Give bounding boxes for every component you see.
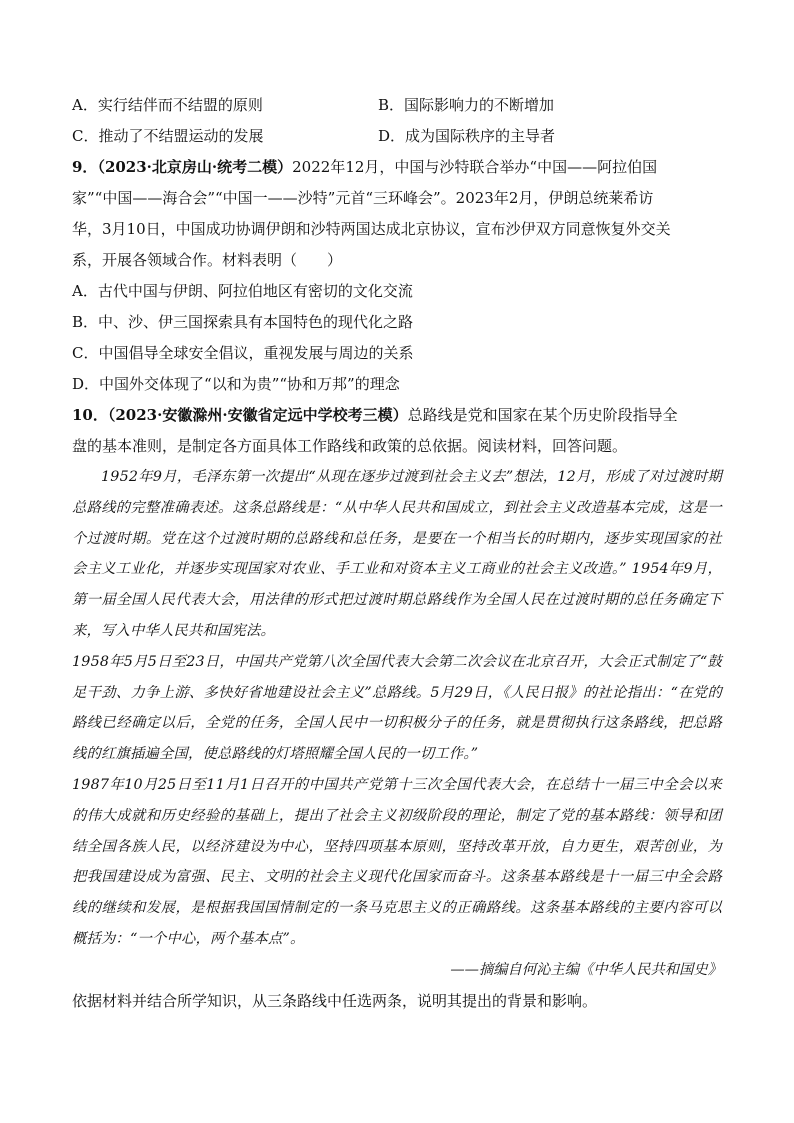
q10-material-paragraph-1: 1952年9月，毛泽东第一次提出“从现在逐步过渡到社会主义去”想法，12月，形成了对过渡时期总路线的完整准确表述。这条总路线是：“从中华人民共和国成立，到社会主义改造基本完成，这是一个过渡时期。党在这个过渡时期的总路线和总任务，是要在一个相当长的时期内，逐步实现国家的社会主义工业化，并逐步实现国家对农业、手工业和对资本主义工商业的社会主义改造。” 1954年9月，第一届全国人民代表大会，用法律的形式把过渡时期总路线作为全国人民在过渡时期的总任务确定下来，写入中华人民共和国宪法。 <box>72 469 722 639</box>
q8-options-row-2 <box>72 121 722 152</box>
q8-option-a: A．实行结伴而不结盟的原则 <box>72 96 263 114</box>
q8-options-row-1 <box>72 90 722 121</box>
q9-option-d: D．中国外交体现了“以和为贵”“协和万邦”的理念 <box>72 375 400 393</box>
q10-material-paragraph-3: 1987年10月25日至11月1日召开的中国共产党第十三次全国代表大会，在总结十一届三中全会以来的伟大成就和历史经验的基础上，提出了社会主义初级阶段的理论，制定了党的基本路线：领导和团结全国各族人民，以经济建设为中心，坚持四项基本原则，坚持改革开放，自力更生，艰苦创业，为把我国建设成为富强、民主、文明的社会主义现代化国家而奋斗。这条基本路线是十一届三中全会路线的继续和发展，是根据我国国情制定的一条马克思主义的正确路线。这条基本路线的主要内容可以概括为：“一个中心，两个基本点”。 <box>72 776 722 947</box>
q9-stem-line-2: 家”“中国——海合会”“中国一——沙特”元首“三环峰会”。2023年2月，伊朗总统莱希访 <box>72 189 654 207</box>
q10-stem-text-1: 总路线是党和国家在某个历史阶段指导全 <box>407 406 678 424</box>
q8-option-d: D．成为国际秩序的主导者 <box>378 127 556 145</box>
q10-number: 10． <box>72 406 108 424</box>
q9-stem-line-3: 华，3月10日，中国成功协调伊朗和沙特两国达成北京协议，宣布沙伊双方同意恢复外交关 <box>72 220 671 238</box>
q10-material-paragraph-2: 1958年5月5日至23日，中国共产党第八次全国代表大会第二次会议在北京召开，大会正式制定了“鼓足干劲、力争上游、多快好省地建设社会主义”总路线。5月29日，《人民日报》的社论指出：“在党的路线已经确定以后，全党的任务，全国人民中一切积极分子的任务，就是贯彻执行这条路线，把总路线的红旗插遍全国，使总路线的灯塔照耀全国人民的一切工作。” <box>72 653 722 763</box>
q10-stem-line-1 <box>72 400 722 431</box>
q8-option-c: C．推动了不结盟运动的发展 <box>72 127 264 145</box>
q9-option-a: A．古代中国与伊朗、阿拉伯地区有密切的文化交流 <box>72 282 413 300</box>
q9-stem-line-1 <box>72 152 722 183</box>
q8-option-b: B．国际影响力的不断增加 <box>378 96 555 114</box>
q10-material <box>72 462 722 955</box>
exam-page <box>72 90 722 1017</box>
q10-source: （2023·安徽滁州·安徽省定远中学校考三模） <box>107 406 408 424</box>
q10-material-source: ——摘编自何沁主编《中华人民共和国史》 <box>450 961 722 978</box>
q9-source: （2023·北京房山·统考二模） <box>97 158 293 176</box>
q9-stem-line-4: 系，开展各领域合作。材料表明（ ） <box>72 251 343 269</box>
q10-task: 依据材料并结合所学知识，从三条路线中任选两条，说明其提出的背景和影响。 <box>72 991 598 1010</box>
q9-option-b: B．中、沙、伊三国探索具有本国特色的现代化之路 <box>72 313 414 331</box>
q9-number: 9． <box>72 158 98 176</box>
q9-stem-text-1: 2022年12月，中国与沙特联合举办“中国——阿拉伯国 <box>292 158 658 176</box>
q9-option-c: C．中国倡导全球安全倡议，重视发展与周边的关系 <box>72 344 414 362</box>
q10-stem-line-2: 盘的基本准则，是制定各方面具体工作路线和政策的总依据。阅读材料，回答问题。 <box>72 437 628 455</box>
